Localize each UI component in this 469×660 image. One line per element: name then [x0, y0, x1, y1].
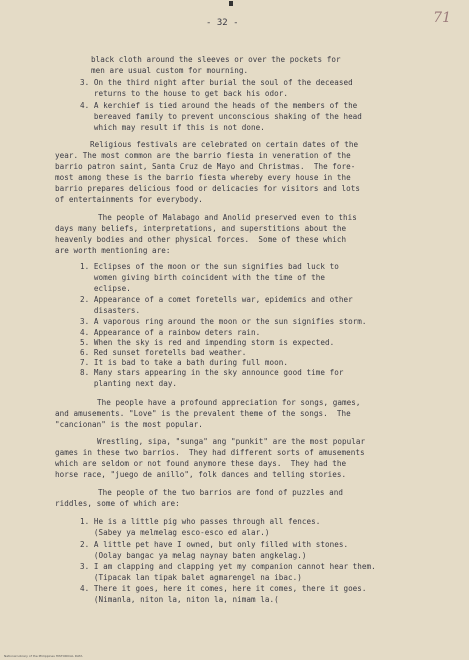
text-line: eclipse. — [80, 284, 131, 293]
text-line: barrio patron saint, Santa Cruz de Mayo and Christmas. The fore- — [55, 162, 356, 171]
text-line: 4. Appearance of a rainbow deters rain. — [80, 328, 261, 337]
text-line: The people have a profound appreciation for songs, games, — [97, 398, 361, 407]
text-line: days many beliefs, interpretations, and superstitions about the — [55, 224, 347, 233]
text-line: "cancionan" is the most popular. — [55, 420, 203, 429]
text-line: and amusements. "Love" is the prevalent theme of the songs. The — [55, 409, 351, 418]
text-line: bereaved family to prevent unconscious shaking of the head — [80, 112, 362, 121]
text-line: are worth mentioning are: — [55, 246, 171, 255]
text-line: most among these is the barrio fiesta whereby every house in the — [55, 173, 351, 182]
text-line: planting next day. — [80, 379, 178, 388]
text-line: (Tipacak lan tipak balet agmarengel na ibac.) — [80, 573, 302, 582]
page-marker — [229, 1, 233, 6]
text-line: 6. Red sunset foretells bad weather. — [80, 348, 247, 357]
text-line: 4. A kerchief is tied around the heads of the members of the — [80, 101, 358, 110]
page-label: - 32 - — [206, 18, 239, 28]
text-line: which are seldom or not found anymore these days. They had the — [55, 459, 347, 468]
text-line: 8. Many stars appearing in the sky announce good time for — [80, 368, 344, 377]
text-line: 1. Eclipses of the moon or the sun signifies bad luck to — [80, 262, 339, 271]
text-line: The people of Malabago and Anolid preserved even to this — [98, 213, 357, 222]
text-line: 3. On the third night after burial the soul of the deceased — [80, 78, 353, 87]
text-line: black cloth around the sleeves or over the pockets for — [91, 55, 341, 64]
text-line: (Sabey ya melmelag esco-esco ed alar.) — [80, 528, 270, 537]
text-line: games in these two barrios. They had different sorts of amusements — [55, 448, 365, 457]
text-line: women giving birth coincident with the time of the — [80, 273, 325, 282]
text-line: horse race, "juego de anillo", folk dances and telling stories. — [55, 470, 347, 479]
text-line: men are usual custom for mourning. — [91, 66, 249, 75]
text-line: barrio prepares delicious food or delicacies for visitors and lots — [55, 184, 361, 193]
text-line: 5. When the sky is red and impending storm is expected. — [80, 338, 335, 347]
text-line: 3. I am clapping and clapping yet my companion cannot hear them. — [80, 562, 376, 571]
text-line: returns to the house to get back his odor. — [80, 89, 288, 98]
text-line: The people of the two barrios are fond of puzzles and — [98, 488, 343, 497]
text-line: Religious festivals are celebrated on certain dates of the — [90, 140, 359, 149]
text-line: (Nimanla, niton la, niton la, nimam la.( — [80, 595, 279, 604]
text-line: Wrestling, sipa, "sunga" ang "punkit" are the most popular — [97, 437, 366, 446]
text-line: 7. It is bad to take a bath during full moon. — [80, 358, 288, 367]
text-line: 2. Appearance of a comet foretells war, epidemics and other — [80, 295, 353, 304]
text-line: riddles, some of which are: — [55, 499, 180, 508]
text-line: heavenly bodies and other physical forces. Some of these which — [55, 235, 347, 244]
text-line: disasters. — [80, 306, 141, 315]
text-line: (Oolay bangac ya melag naynay baten angkelag.) — [80, 551, 307, 560]
text-line: 2. A little pet have I owned, but only filled with stones. — [80, 540, 349, 549]
text-line: 1. He is a little pig who passes through all fences. — [80, 517, 321, 526]
text-line: 3. A vaporous ring around the moon or the sun signifies storm. — [80, 317, 367, 326]
scan-footer: National Library of the Philippines HISTORICAL DATA — [4, 654, 83, 658]
text-line: of entertainments for everybody. — [55, 195, 203, 204]
handwritten-page-number: 71 — [433, 10, 451, 26]
text-line: 4. There it goes, here it comes, here it comes, there it goes. — [80, 584, 367, 593]
text-line: year. The most common are the barrio fiesta in veneration of the — [55, 151, 351, 160]
text-line: which may result if this is not done. — [80, 123, 265, 132]
